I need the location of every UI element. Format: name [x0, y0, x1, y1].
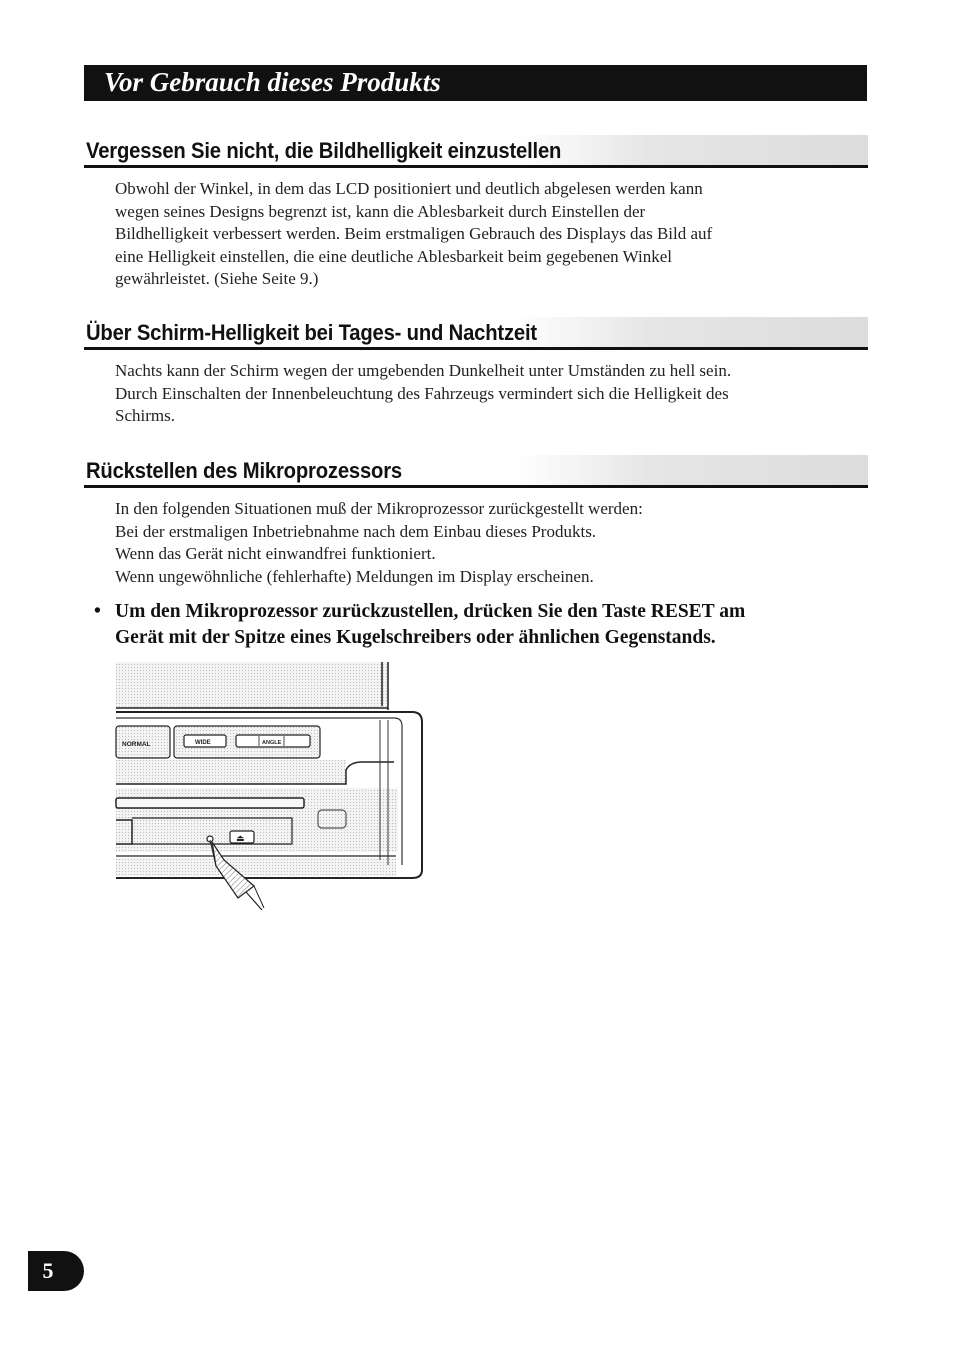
section-heading — [84, 317, 868, 350]
section-title: Über Schirm-Helligkeit bei Tages- und Nachtzeit — [86, 320, 537, 345]
section-heading — [84, 135, 868, 168]
section-heading — [84, 455, 868, 488]
body-line: Bildhelligkeit verbessert werden. Beim erstmaligen Gebrauch des Displays das Bild auf — [115, 224, 713, 244]
body-line: gewährleistet. (Siehe Seite 9.) — [115, 269, 319, 289]
section-brightness — [84, 135, 868, 291]
eject-icon: ⏏ — [236, 834, 245, 844]
section-reset-microprocessor — [84, 455, 868, 588]
screen-panel — [116, 662, 388, 708]
section-title: Rückstellen des Mikroprozessors — [86, 458, 403, 483]
section-screen-brightness — [84, 317, 868, 428]
body-line: Wenn ungewöhnliche (fehlerhafte) Meldungen im Display erscheinen. — [115, 566, 594, 586]
page-number: 5 — [42, 1258, 54, 1283]
page-number-badge — [28, 1251, 84, 1291]
disc-slot — [116, 798, 304, 808]
reset-instruction — [94, 599, 854, 651]
reset-button-illustration — [112, 660, 428, 910]
body-line: Obwohl der Winkel, in dem das LCD positioniert und deutlich abgelesen werden kann — [115, 179, 703, 198]
instruction-line: Gerät mit der Spitze eines Kugelschreibers oder ähnlichen Gegenstands. — [115, 627, 716, 648]
section-body — [115, 498, 855, 588]
instruction-line: Um den Mikroprozessor zurückzustellen, drücken Sie den Taste RESET am — [115, 601, 746, 622]
body-line: Nachts kann der Schirm wegen der umgebenden Dunkelheit unter Umständen zu hell sein. — [115, 361, 732, 380]
body-line: wegen seines Designs begrenzt ist, kann die Ablesbarkeit durch Einstellen der — [115, 201, 646, 221]
body-line: Durch Einschalten der Innenbeleuchtung des Fahrzeugs vermindert sich die Helligkeit des — [115, 383, 729, 403]
bullet-icon: • — [94, 601, 101, 622]
angle-button-label: ANGLE — [262, 740, 282, 746]
wide-button-label: WIDE — [195, 740, 211, 746]
section-body — [115, 360, 855, 428]
body-line: Schirms. — [115, 406, 175, 426]
body-line: eine Helligkeit einstellen, die eine deutliche Ablesbarkeit beim gegebenen Winkel — [115, 246, 672, 266]
section-title: Vergessen Sie nicht, die Bildhelligkeit einzustellen — [86, 138, 562, 163]
section-body — [115, 178, 855, 291]
normal-button-label: NORMAL — [122, 741, 151, 748]
body-line: Wenn das Gerät nicht einwandfrei funktioniert. — [115, 544, 436, 564]
chapter-banner — [84, 65, 867, 101]
body-line: In den folgenden Situationen muß der Mikroprozessor zurückgestellt werden: — [115, 499, 643, 518]
body-line: Bei der erstmaligen Inbetriebnahme nach dem Einbau dieses Produkts. — [115, 521, 597, 541]
chapter-title: Vor Gebrauch dieses Produkts — [104, 67, 441, 97]
